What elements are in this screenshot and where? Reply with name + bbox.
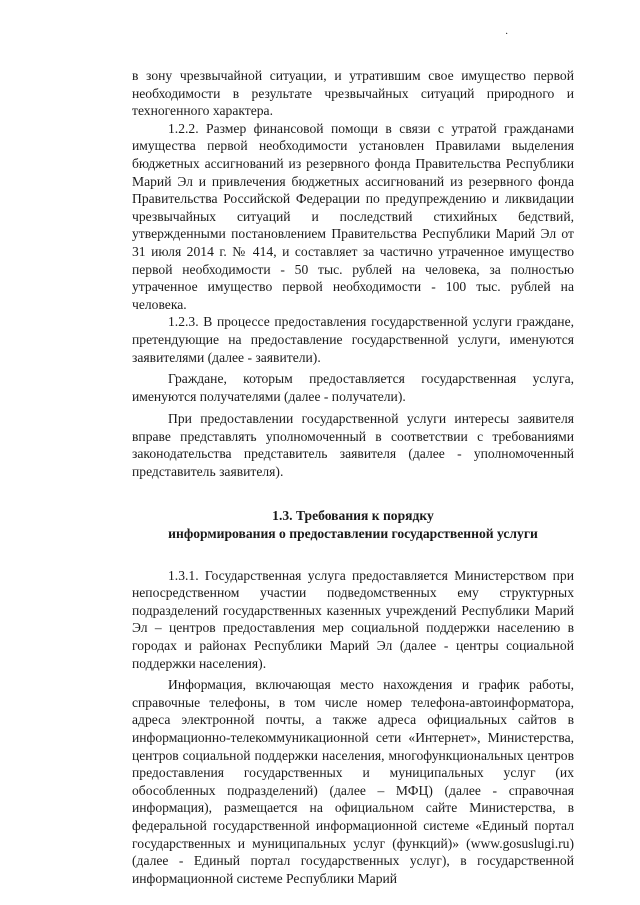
paragraph-information: Информация, включающая место нахождения и график работы, справочные телефоны, в том числе номер телефона-автоинформатора, адреса электронной почты, а также адреса официальных сайтов в информационно-телекоммуникационной сети «Интернет», Министерства, центров социальной поддержки населения, многофункциональных центров предоставления государственных и муниципальных услуг (их обособленных подразделений) (далее – МФЦ) (далее - справочная информация), размещается на официальном сайте Министерства, в федеральной государственной информационной системе «Единый портал государственных и муниципальных услуг (функций)» (www.gosuslugi.ru) (далее - Единый портал государственных услуг), в государственной информационной системе Республики Марий xyxy=(132,677,574,886)
paragraph-recipients: Граждане, которым предоставляется государственная услуга, именуются получателями (далее - получатели). xyxy=(132,371,574,404)
paragraph-continuation: в зону чрезвычайной ситуации, и утратившим свое имущество первой необходимости в результате чрезвычайных ситуаций природного и техногенного характера. xyxy=(132,68,574,119)
section-heading-line-1: 1.3. Требования к порядку xyxy=(272,507,434,523)
paragraph-1-2-2: 1.2.2. Размер финансовой помощи в связи с утратой гражданами имущества первой необходимости установлен Правилами выделения бюджетных ассигнований из резервного фонда Правительства Республики Марий Эл и привлечения бюджетных ассигнований из резервного фонда Правительства Российской Федерации по предупреждению и ликвидации чрезвычайных ситуаций и последствий стихийных бедствий, утвержденными постановлением Правительства Республики Марий Эл от 31 июля 2014 г. № 414, и составляет за частично утраченное имущество первой необходимости - 50 тыс. рублей на человека, за полностью утраченное имущество первой необходимости - 100 тыс. рублей на человека. xyxy=(132,120,574,312)
section-heading xyxy=(132,507,574,543)
paragraph-1-3-1: 1.3.1. Государственная услуга предоставляется Министерством при непосредственном участии подведомственных ему структурных подразделений государственных казенных учреждений Республики Марий Эл – центров предоставления мер социальной поддержки населению в городах и районах Республики Марий Эл (далее - центры социальной поддержки населения). xyxy=(132,567,574,671)
document-body xyxy=(132,67,574,887)
paragraph-1-2-3: 1.2.3. В процессе предоставления государственной услуги граждане, претендующие на предоставление государственной услуги, именуются заявителями (далее - заявители). xyxy=(132,314,574,365)
section-heading-line-2: информирования о предоставлении государственной услуги xyxy=(168,525,538,541)
page-mark: · xyxy=(505,29,509,40)
paragraph-representative: При предоставлении государственной услуги интересы заявителя вправе представлять уполномоченный в соответствии с требованиями законодательства представитель заявителя (далее - уполномоченный представитель заявителя). xyxy=(132,411,574,480)
